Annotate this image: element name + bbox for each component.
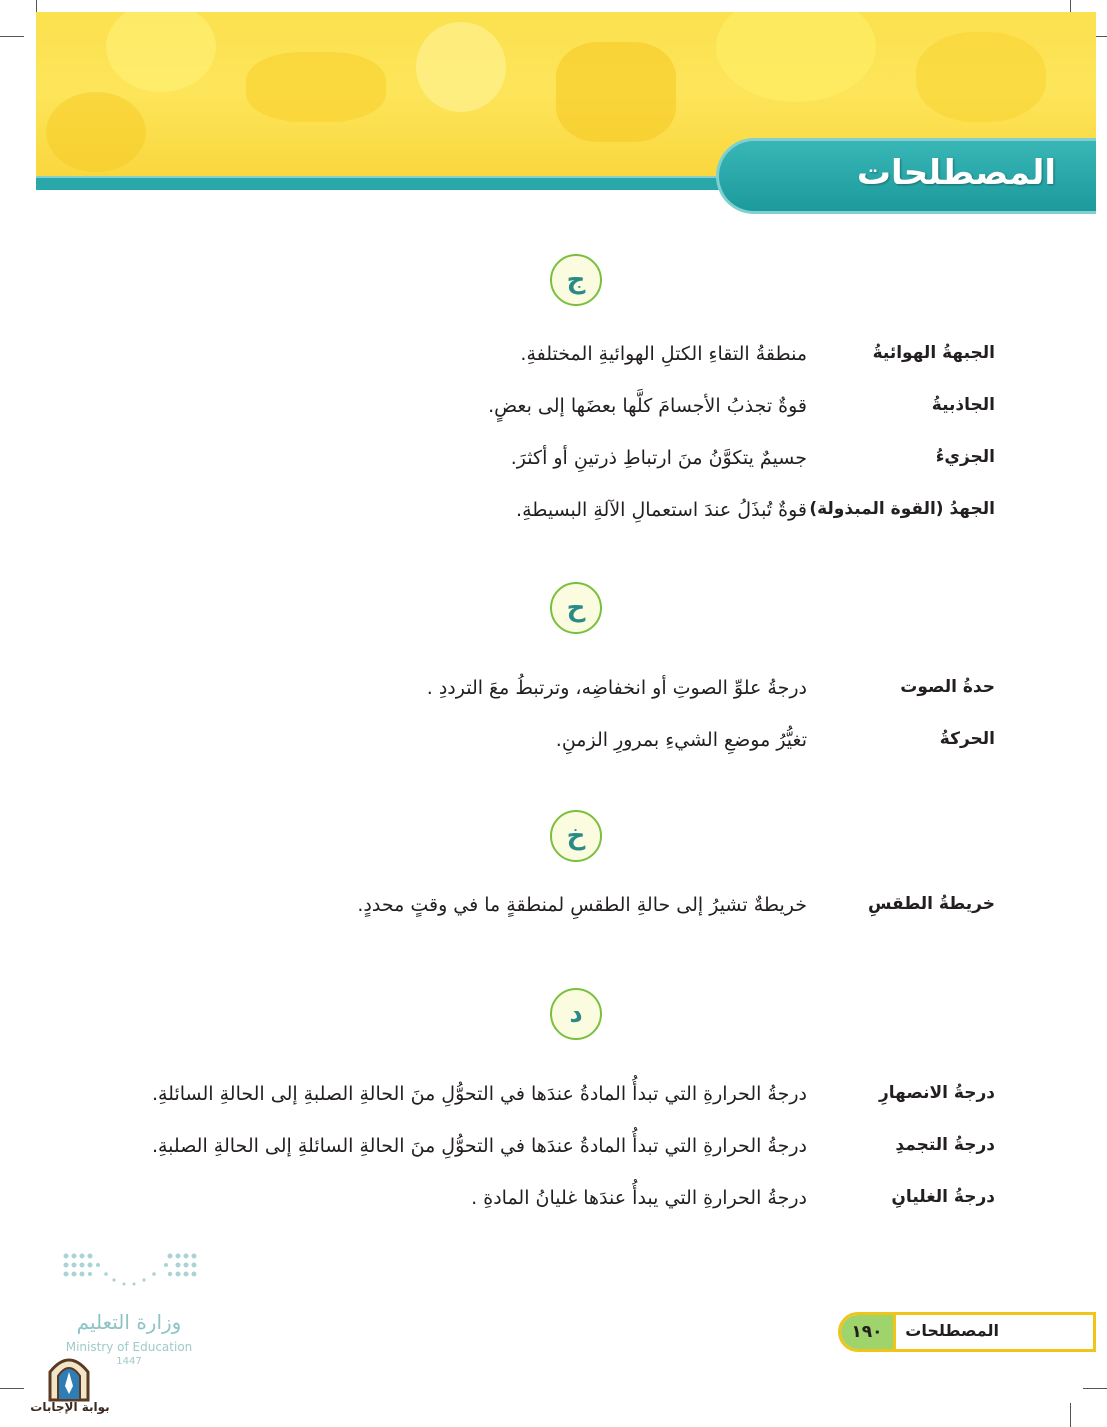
ministry-logo-icon (62, 1252, 198, 1292)
entry-term: درجةُ الانصهارِ (878, 1083, 995, 1103)
entry-term: حدةُ الصوت (900, 677, 995, 697)
entry-definition: تغيُّرُ موضعِ الشيءِ بمرورِ الزمنِ. (555, 729, 807, 751)
section-letter-haa: ح (550, 582, 602, 634)
decor-shape (916, 32, 1046, 122)
title-tab (716, 138, 1096, 214)
entry-definition: جسيمٌ يتكوَّنُ منَ ارتباطِ ذرتينِ أو أكثرَ. (510, 447, 807, 469)
entry-term: الجهدُ (القوة المبذولة) (809, 499, 995, 519)
page-number: ١٩٠ (841, 1315, 896, 1349)
decor-shape (106, 12, 216, 92)
decor-shape (246, 52, 386, 122)
page-footer (838, 1312, 1096, 1352)
page-title: المصطلحات (856, 153, 1056, 193)
glossary-entry (0, 395, 1107, 431)
decor-shape (716, 12, 876, 102)
glossary-entry (0, 1083, 1107, 1119)
glossary-entry (0, 447, 1107, 483)
entry-definition: درجةُ الحرارةِ التي يبدأُ عندَها غليانُ المادةِ . (471, 1187, 807, 1209)
section-letter-jeem: ج (550, 254, 602, 306)
decor-shape (46, 92, 146, 172)
glossary-entry (0, 894, 1107, 930)
entry-definition: درجةُ الحرارةِ التي تبدأُ المادةُ عندَها في التحوُّلِ منَ الحالةِ السائلةِ إلى الحالةِ الصلبةِ. (151, 1135, 807, 1157)
entry-definition: قوةٌ تجذبُ الأجسامَ كلَّها بعضَها إلى بعضٍ. (488, 395, 807, 417)
crop-mark (0, 36, 24, 37)
entry-definition: درجةُ علوِّ الصوتِ أو انخفاضِه، وترتبطُ معَ الترددِ . (426, 677, 807, 699)
section-letter-khaa: خ (550, 810, 602, 862)
gate-watermark-icon (46, 1350, 92, 1402)
entry-definition: قوةٌ تُبذَلُ عندَ استعمالِ الآلةِ البسيطةِ. (516, 499, 807, 521)
glossary-entry (0, 677, 1107, 713)
entry-term: الجزيءُ (935, 447, 995, 467)
entry-term: الجاذبيةُ (931, 395, 995, 415)
header-rule (36, 176, 726, 190)
ministry-name-ar: وزارة التعليم (76, 1310, 182, 1334)
section-letter-dal: د (550, 988, 602, 1040)
entry-term: الجبهةُ الهوائيةُ (872, 343, 995, 363)
entry-definition: منطقةُ التقاءِ الكتلِ الهوائيةِ المختلفةِ. (520, 343, 807, 365)
ministry-name-en: Ministry of Education (65, 1340, 193, 1354)
entry-term: الحركةُ (939, 729, 995, 749)
glossary-entry (0, 343, 1107, 379)
decor-shape (416, 22, 506, 112)
footer-label: المصطلحات (905, 1321, 999, 1340)
entry-term: درجةُ التجمدِ (895, 1135, 995, 1155)
crop-mark (0, 1388, 24, 1389)
glossary-entry (0, 499, 1107, 535)
entry-definition: خريطةٌ تشيرُ إلى حالةِ الطقسِ لمنطقةٍ ما في وقتٍ محددٍ. (357, 894, 807, 916)
crop-mark (1083, 1388, 1107, 1389)
glossary-entry (0, 729, 1107, 765)
glossary-entry (0, 1187, 1107, 1223)
decor-shape (556, 42, 676, 142)
entry-term: خريطةُ الطقسِ (867, 894, 995, 914)
gate-watermark-label: بوابة الإجابات (30, 1400, 110, 1414)
entry-term: درجةُ الغليانِ (891, 1187, 995, 1207)
glossary-entry (0, 1135, 1107, 1171)
ministry-year: 1447 (116, 1356, 142, 1367)
entry-definition: درجةُ الحرارةِ التي تبدأُ المادةُ عندَها في التحوُّلِ منَ الحالةِ الصلبةِ إلى الحالةِ السائلةِ. (151, 1083, 807, 1105)
crop-mark (1070, 1403, 1071, 1427)
